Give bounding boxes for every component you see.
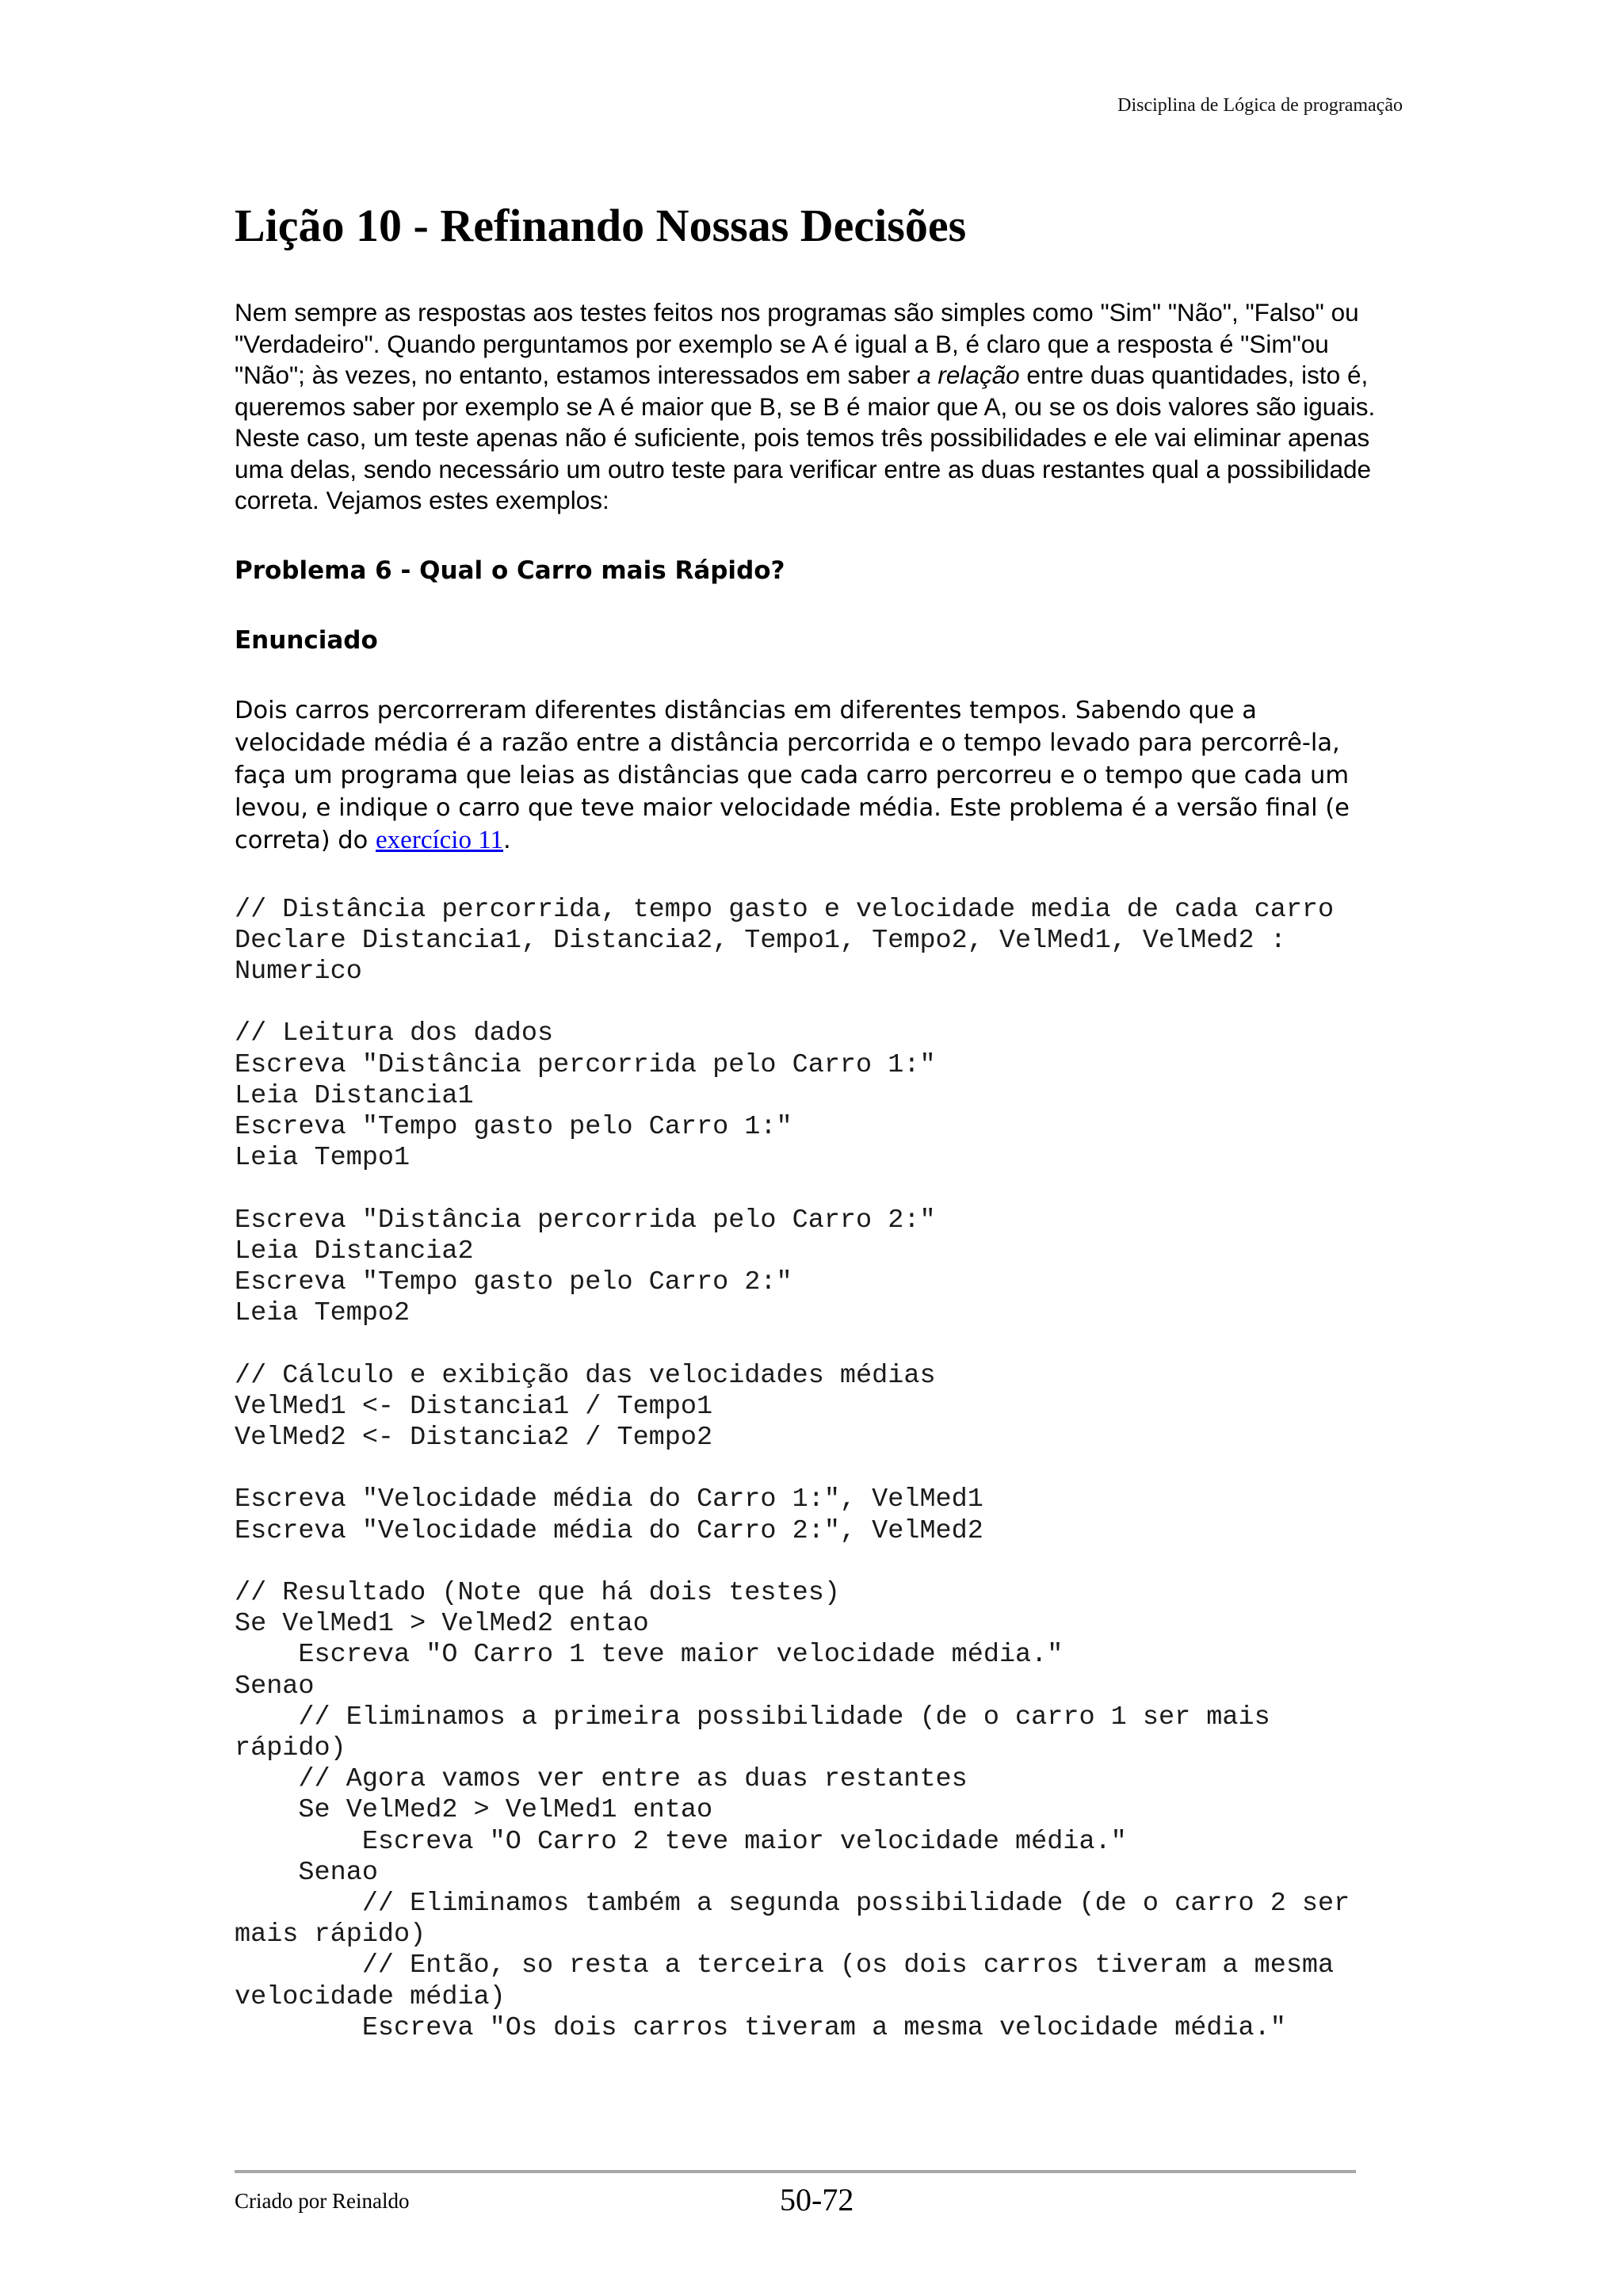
problem-statement <box>235 694 1392 857</box>
intro-text-end: entre duas quantidades, isto é, queremos saber por exemplo se A é maior que B, se B é maior que A, ou se os dois valores são iguais. Neste caso, um teste apenas não é suficiente, pois temos três possibilidades e ele vai eliminar apenas uma delas, sendo necessário um outro teste para verificar entre as duas restantes qual a possibilidade correta. Vejamos estes exemplos: <box>235 361 1376 514</box>
footer-author: Criado por Reinaldo <box>235 2189 410 2213</box>
intro-emphasis: a relação <box>917 361 1020 389</box>
statement-end: . <box>502 826 511 854</box>
lesson-title: Lição 10 - Refinando Nossas Decisões <box>235 200 967 251</box>
running-header: Disciplina de Lógica de programação <box>1117 95 1403 116</box>
intro-paragraph <box>235 297 1392 517</box>
problem-title: Problema 6 - Qual o Carro mais Rápido? <box>235 556 785 585</box>
intro-text-start: Nem sempre as respostas aos testes feitos nos programas são simples como "Sim" "Não", "Falso" ou "Verdadeiro". Quando perguntamos por exemplo se A é igual a B, é claro que a resposta é "Sim"ou "Não"; às vezes, no entanto, estamos interessados em saber <box>235 298 1359 389</box>
code-listing: // Distância percorrida, tempo gasto e velocidade media de cada carro Declare Distancia1, Distancia2, Tempo1, Tempo2, VelMed1, VelMed2 : Numerico // Leitura dos dados Escreva "Distância percorrida pelo Carro 1:" Leia Distancia1 Escreva "Tempo gasto pelo Carro 1:" Leia Tempo1 Escreva "Distância percorrida pelo Carro 2:" Leia Distancia2 Escreva "Tempo gasto pelo Carro 2:" Leia Tempo2 // Cálculo e exibição das velocidades médias VelMed1 <- Distancia1 / Tempo1 VelMed2 <- Distancia2 / Tempo2 Escreva "Velocidade média do Carro 1:", VelMed1 Escreva "Velocidade média do Carro 2:", VelMed2 // Resultado (Note que há dois testes) Se VelMed1 > VelMed2 entao Escreva "O Carro 1 teve maior velocidade média." Senao // Eliminamos a primeira possibilidade (de o carro 1 ser mais rápido) // Agora vamos ver entre as duas restantes Se VelMed2 > VelMed1 entao Escreva "O Carro 2 teve maior velocidade média." Senao // Eliminamos também a segunda possibilidade (de o carro 2 ser mais rápido) // Então, so resta a terceira (os dois carros tiveram a mesma velocidade média) Escreva "Os dois carros tiveram a mesma velocidade média." <box>235 894 1350 2043</box>
statement-text: Dois carros percorreram diferentes distâncias em diferentes tempos. Sabendo que a velocidade média é a razão entre a distância percorrida e o tempo levado para percorrê-la, faça um programa que leias as distâncias que cada carro percorreu e o tempo que cada um levou, e indique o carro que teve maior velocidade média. Este problema é a versão final (e correta) do <box>235 696 1350 854</box>
section-heading-enunciado: Enunciado <box>235 625 378 655</box>
page-number: 50-72 <box>780 2182 854 2218</box>
footer-divider <box>235 2170 1356 2173</box>
exercise-link[interactable]: exercício 11 <box>376 825 503 854</box>
page-content <box>235 194 1392 2044</box>
